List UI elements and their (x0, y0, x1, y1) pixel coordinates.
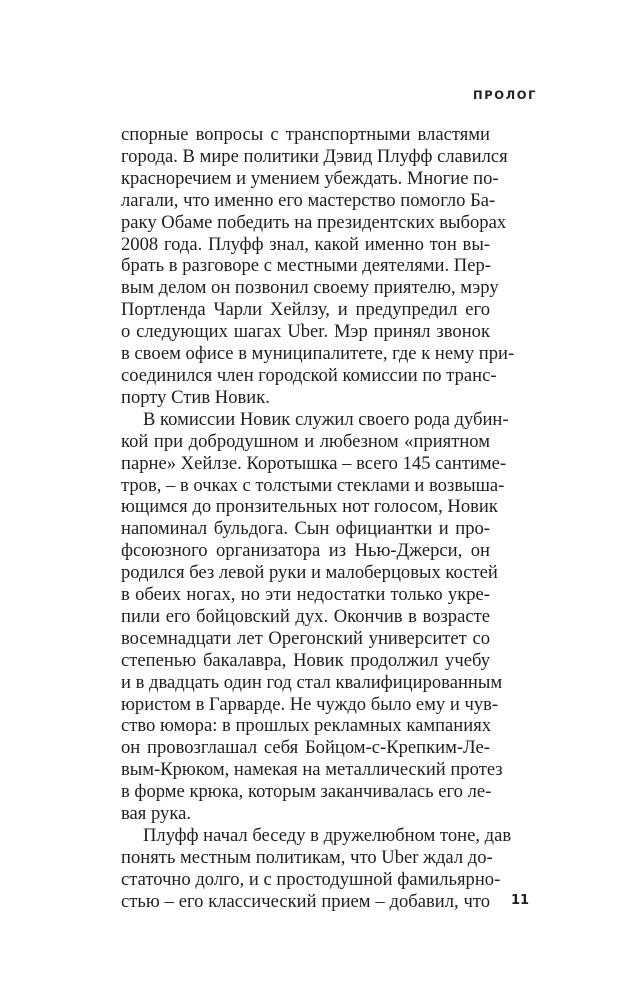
text-line: понять местным политикам, что Uber ждал до- (121, 846, 493, 868)
text-line: вым делом он позвонил своему приятелю, мэру (121, 277, 499, 299)
paragraph (121, 408, 509, 825)
text-line: брать в разговоре с местными деятелями. Пер- (121, 255, 491, 277)
text-line: в форме крюка, которым заканчивалась его ле- (121, 781, 492, 803)
text-line: стью – его классический прием – добавил, что (121, 890, 490, 912)
text-line: кой при добродушном и любезном «приятном (121, 430, 490, 452)
paragraph (121, 124, 515, 409)
text-line: В комиссии Новик служил своего рода дубин- (143, 408, 509, 430)
text-line: ство юмора: в прошлых рекламных кампаниях (121, 715, 492, 737)
text-line: в своем офисе в муниципалитете, где к нему при- (121, 343, 515, 365)
text-line: статочно долго, и с простодушной фамильярно- (121, 868, 501, 890)
text-line: родился без левой руки и малоберцовых костей (121, 562, 498, 584)
text-line: в обеих ногах, но эти недостатки только укре- (121, 584, 490, 606)
text-line: напоминал бульдога. Сын официантки и про- (121, 518, 490, 540)
text-line: тров, – в очках с толстыми стеклами и возвыша- (121, 474, 505, 496)
text-line: Портленда Чарли Хейлзу, и предупредил его (121, 299, 490, 321)
text-line: соединился член городской комиссии по транс- (121, 364, 497, 386)
text-line: лагали, что именно его мастерство помогло Ба- (121, 189, 496, 211)
text-line: города. В мире политики Дэвид Плуфф славился (121, 145, 508, 167)
text-line: фсоюзного организатора из Нью-Джерси, он (121, 540, 490, 562)
text-line: ющимся до пронзительных нот голосом, Новик (121, 496, 498, 518)
text-line: вым-Крюком, намекая на металлический протез (121, 759, 503, 781)
page-number: 11 (511, 893, 530, 908)
text-line: спорные вопросы с транспортными властями (121, 124, 490, 145)
body-text (121, 124, 515, 913)
running-header: ПРОЛОГ (473, 88, 538, 102)
paragraph (121, 825, 512, 913)
text-line: юристом в Гарварде. Не чуждо было ему и чув- (121, 693, 499, 715)
text-line: пили его бойцовский дух. Окончив в возрасте (121, 605, 490, 627)
text-line: Плуфф начал беседу в дружелюбном тоне, дав (143, 825, 512, 846)
text-line: степенью бакалавра, Новик продолжил учебу (121, 649, 490, 671)
text-line: красноречием и умением убеждать. Многие по- (121, 167, 499, 189)
text-line: порту Стив Новик. (121, 386, 270, 408)
text-line: и в двадцать один год стал квалифицированным (121, 671, 503, 693)
text-line: раку Обаме победить на президентских выборах (121, 211, 507, 233)
text-line: восемнадцати лет Орегонский университет со (121, 627, 490, 649)
text-line: парне» Хейлзе. Коротышка – всего 145 сантиме- (121, 452, 507, 474)
text-line: вая рука. (121, 803, 191, 825)
text-line: 2008 года. Плуфф знал, какой именно тон вы- (121, 233, 490, 255)
text-line: он провозглашал себя Бойцом-с-Крепким-Ле- (121, 737, 490, 759)
text-line: о следующих шагах Uber. Мэр принял звонок (121, 321, 490, 343)
